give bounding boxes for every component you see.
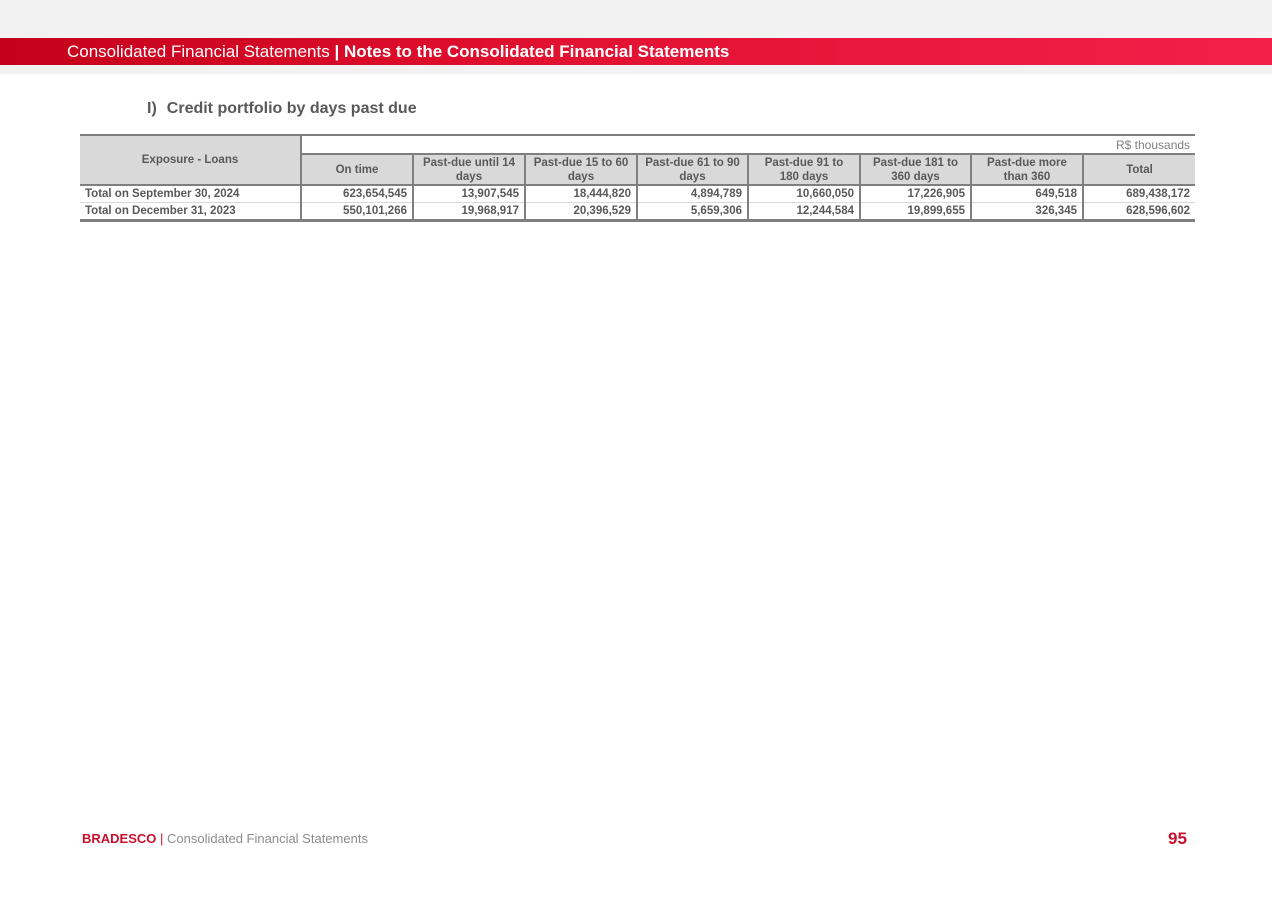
table-cell: 20,396,529	[525, 203, 637, 221]
column-header: Past-due 181 to 360 days	[860, 154, 971, 185]
column-header: Total	[1083, 154, 1195, 185]
footer-document-title: Consolidated Financial Statements	[167, 831, 368, 846]
table-cell: 628,596,602	[1083, 203, 1195, 221]
table-cell: 4,894,789	[637, 185, 748, 203]
row-label: Total on September 30, 2024	[80, 185, 301, 203]
column-header: Past-due 91 to 180 days	[748, 154, 860, 185]
table-cell: 13,907,545	[413, 185, 525, 203]
table-cell: 17,226,905	[860, 185, 971, 203]
units-label: R$ thousands	[301, 135, 1195, 154]
header-title	[67, 42, 729, 62]
brand-name: BRADESCO	[82, 831, 157, 846]
table-cell: 649,518	[971, 185, 1083, 203]
column-header: Past-due 61 to 90 days	[637, 154, 748, 185]
header-separator: |	[334, 42, 340, 61]
table-cell: 12,244,584	[748, 203, 860, 221]
column-header: On time	[301, 154, 413, 185]
section-title-text: Credit portfolio by days past due	[166, 100, 417, 117]
column-header: Past-due 15 to 60 days	[525, 154, 637, 185]
header-subsection: Notes to the Consolidated Financial Statements	[343, 42, 730, 61]
footer-separator: |	[160, 831, 164, 846]
table-cell: 550,101,266	[301, 203, 413, 221]
header-section: Consolidated Financial Statements	[67, 42, 330, 61]
table-cell: 19,899,655	[860, 203, 971, 221]
column-header: Past-due more than 360	[971, 154, 1083, 185]
section-heading	[147, 100, 417, 118]
table-cell: 689,438,172	[1083, 185, 1195, 203]
table-row	[80, 185, 1195, 203]
table-cell: 326,345	[971, 203, 1083, 221]
page-header-bar	[0, 38, 1272, 65]
section-number: I)	[147, 100, 157, 117]
header-underbar	[0, 65, 1272, 74]
row-label: Total on December 31, 2023	[80, 203, 301, 221]
table-cell: 623,654,545	[301, 185, 413, 203]
credit-portfolio-table	[80, 134, 1195, 222]
table-cell: 10,660,050	[748, 185, 860, 203]
table-cell: 5,659,306	[637, 203, 748, 221]
table-cell: 19,968,917	[413, 203, 525, 221]
column-header: Past-due until 14 days	[413, 154, 525, 185]
page-footer	[82, 831, 368, 846]
table-row	[80, 203, 1195, 221]
exposure-loans-header: Exposure - Loans	[80, 135, 301, 185]
page-number: 95	[1168, 829, 1187, 848]
table-cell: 18,444,820	[525, 185, 637, 203]
top-margin	[0, 0, 1272, 38]
